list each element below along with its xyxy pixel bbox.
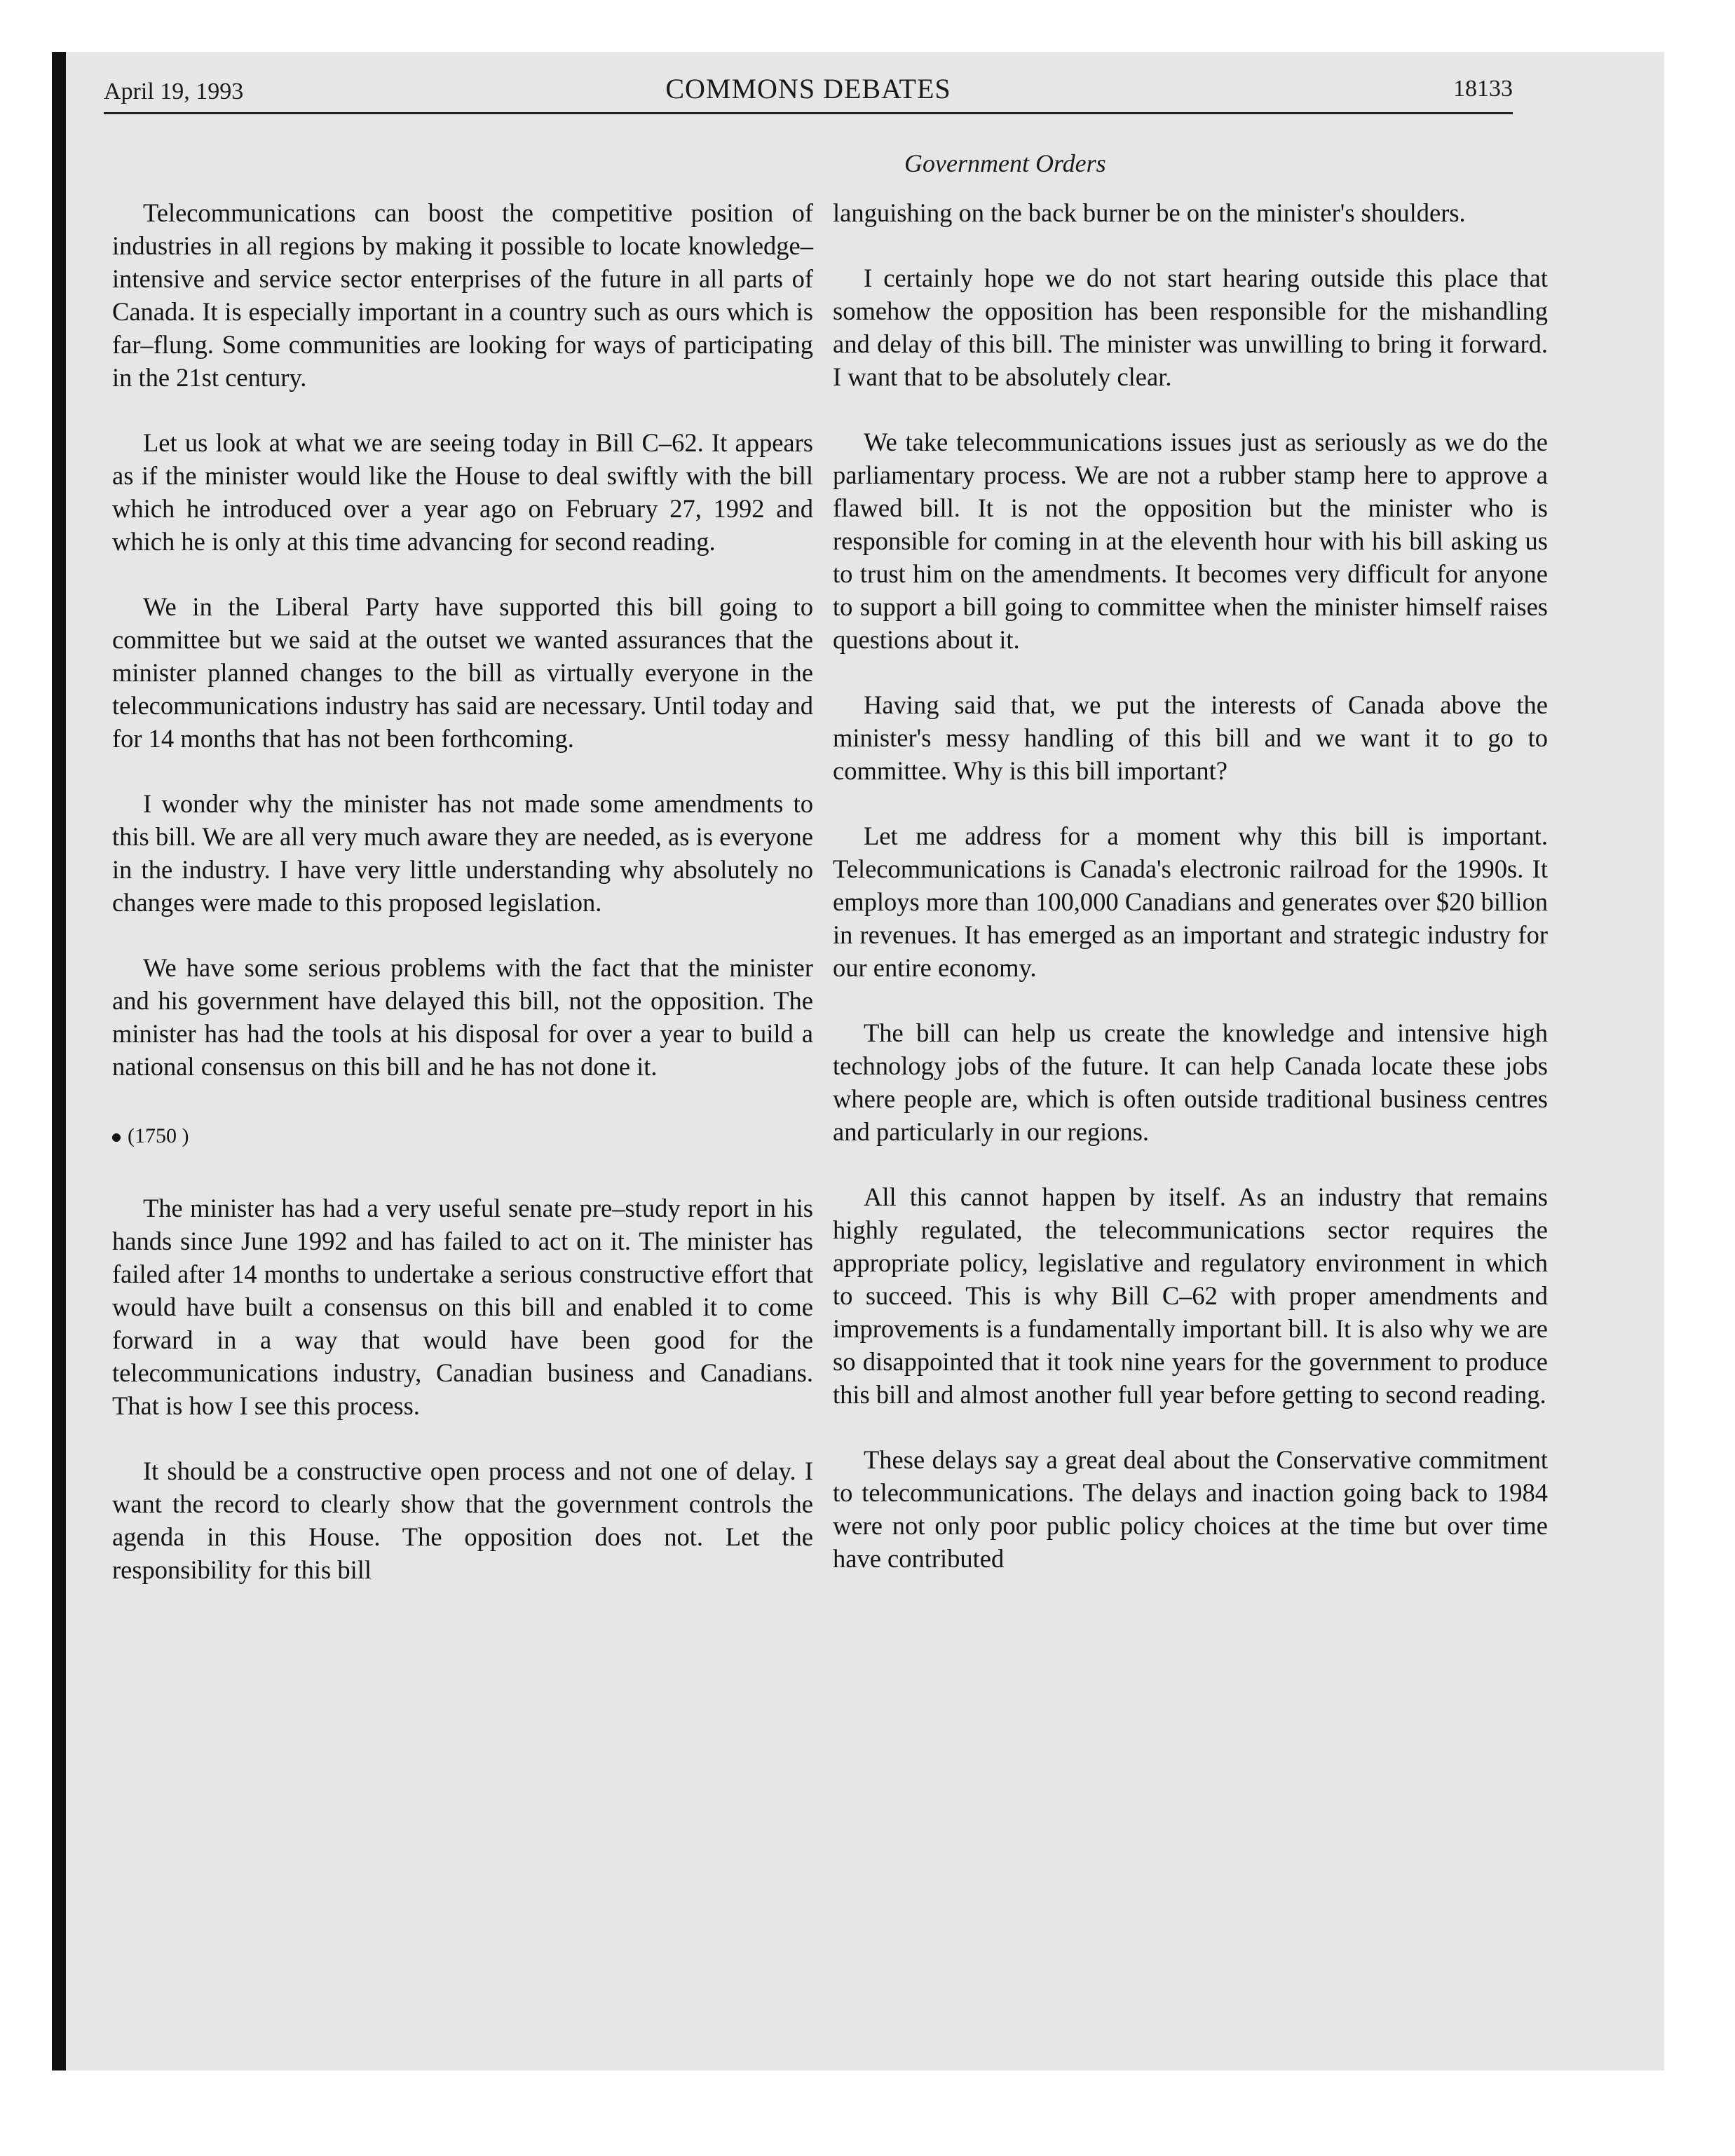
time-marker-text: (1750 ) bbox=[128, 1124, 189, 1147]
paragraph: We take telecommunications issues just as seriously as we do the parliamentary process. We are not a rubber stamp here to approve a flawed bill. It is not the opposition but the minister who is responsible for coming in at the eleventh hour with his bill asking us to trust him on the amendments. It becomes very difficult for anyone to support a bill going to committee when the minister himself raises questions about it. bbox=[833, 428, 1548, 654]
right-column bbox=[833, 196, 1548, 1607]
paragraph: We have some serious problems with the fact that the minister and his government have delayed this bill, not the opposition. The minister has had the tools at his disposal for over a year to build a national consensus on this bill and he has not done it. bbox=[112, 953, 813, 1081]
paragraph: Telecommunications can boost the competitive position of industries in all regions by making it possible to locate knowledge–intensive and service sector enterprises of the future in all parts of Canada. It is especially important in a country such as ours which is far–flung. Some communities are looking for ways of participating in the 21st century. bbox=[112, 198, 813, 392]
paragraph: The minister has had a very useful senate pre–study report in his hands since June 1992 and has failed to act on it. The minister has failed after 14 months to undertake a serious constructive effort that would have built a consensus on this bill and enabled it to come forward in a way that would have been good for the telecommunications industry, Canadian business and Canadians. That is how I see this process. bbox=[112, 1194, 813, 1420]
section-label: Government Orders bbox=[904, 149, 1106, 177]
header-title: COMMONS DEBATES bbox=[665, 73, 951, 104]
paragraph: Let me address for a moment why this bill is important. Telecommunications is Canada's electronic railroad for the 1990s. It employs more than 100,000 Canadians and generates over $20 billion in revenues. It has emerged as an important and strategic industry for our entire economy. bbox=[833, 821, 1548, 982]
header-page-number: 18133 bbox=[1453, 76, 1513, 102]
paragraph-continued: languishing on the back burner be on the minister's shoulders. bbox=[833, 198, 1466, 227]
time-marker bbox=[112, 1119, 813, 1152]
header-date: April 19, 1993 bbox=[104, 79, 244, 104]
paragraph: Let us look at what we are seeing today in Bill C–62. It appears as if the minister would like the House to deal swiftly with the bill which he introduced over a year ago on February 27, 1992 and which he is only at this time advancing for second reading. bbox=[112, 428, 813, 556]
paragraph: All this cannot happen by itself. As an industry that remains highly regulated, the telecommunications sector requires the appropriate policy, legislative and regulatory environment in which to succeed. This is why Bill C–62 with proper amendments and improvements is a fundamentally important bill. It is also why we are so disappointed that it took nine years for the government to produce this bill and almost another full year before getting to second reading. bbox=[833, 1182, 1548, 1409]
paragraph: We in the Liberal Party have supported this bill going to committee but we said at the outset we wanted assurances that the minister planned changes to the bill as virtually everyone in the telecommunications industry has said are necessary. Until today and for 14 months that has not been forthcoming. bbox=[112, 592, 813, 753]
paragraph: I certainly hope we do not start hearing outside this place that somehow the opposition has been responsible for the mishandling and delay of this bill. The minister was unwilling to bring it forward. I want that to be absolutely clear. bbox=[833, 264, 1548, 391]
bullet-icon bbox=[112, 1133, 121, 1142]
left-column bbox=[112, 196, 813, 1618]
paragraph: I wonder why the minister has not made some amendments to this bill. We are all very much aware they are needed, as is everyone in the industry. I have very little understanding why absolutely no changes were made to this proposed legislation. bbox=[112, 789, 813, 917]
paragraph: Having said that, we put the interests of Canada above the minister's messy handling of this bill and we want it to go to committee. Why is this bill important? bbox=[833, 690, 1548, 785]
paragraph: The bill can help us create the knowledge and intensive high technology jobs of the future. It can help Canada locate these jobs where people are, which is often outside traditional business centres and particularly in our regions. bbox=[833, 1018, 1548, 1146]
page-header bbox=[104, 70, 1513, 114]
paragraph: It should be a constructive open process and not one of delay. I want the record to clearly show that the government controls the agenda in this House. The opposition does not. Let the responsibility for this bill bbox=[112, 1456, 813, 1584]
paragraph: These delays say a great deal about the Conservative commitment to telecommunications. The delays and inaction going back to 1984 were not only poor public policy choices at the time but over time have contributed bbox=[833, 1445, 1548, 1573]
